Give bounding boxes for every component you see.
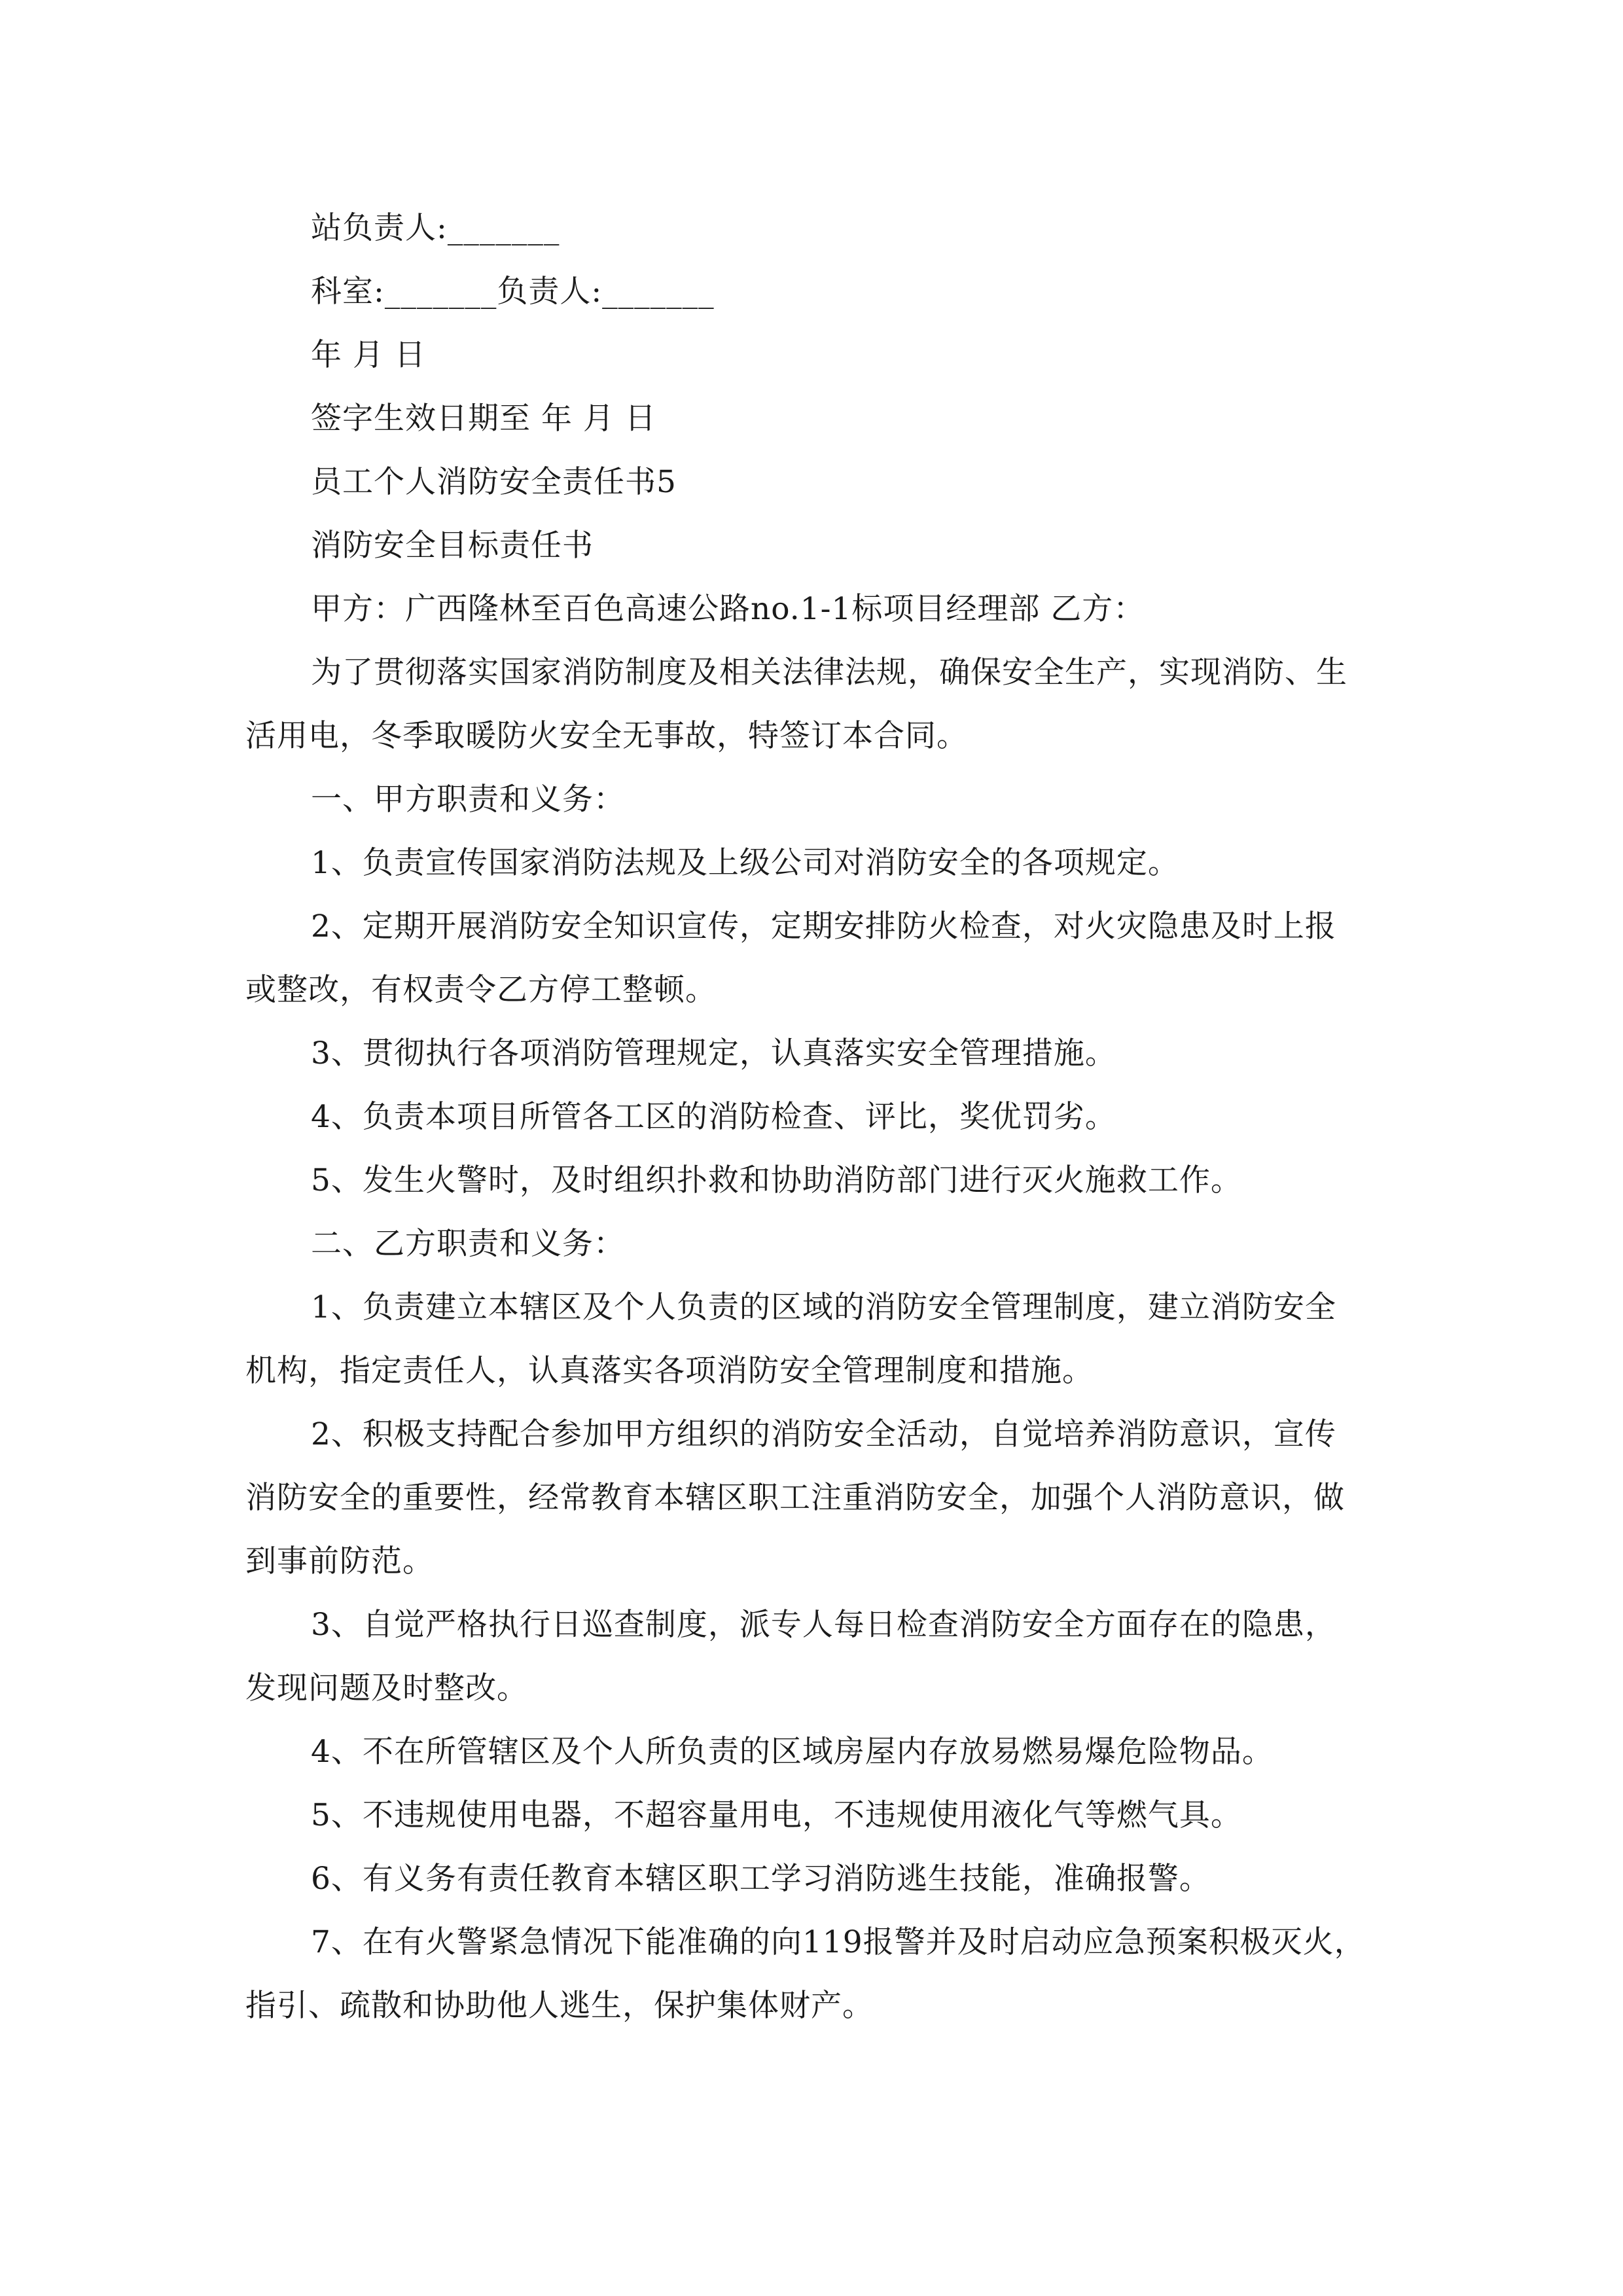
text-line: 消防安全的重要性，经常教育本辖区职工注重消防安全，加强个人消防意识，做 (245, 1480, 1345, 1516)
text-line: 机构，指定责任人，认真落实各项消防安全管理制度和措施。 (245, 1353, 1094, 1389)
text-line: 5、发生火警时，及时组织扑救和协助消防部门进行灭火施救工作。 (311, 1162, 1242, 1198)
text-line: 活用电，冬季取暖防火安全无事故，特签订本合同。 (245, 718, 968, 754)
text-line: 一、甲方职责和义务： (311, 781, 625, 817)
text-line: 指引、疏散和协助他人逃生，保护集体财产。 (245, 1988, 874, 2024)
text-line: 消防安全目标责任书 (311, 528, 594, 564)
text-line: 员工个人消防安全责任书5 (311, 464, 677, 500)
text-line: 科室:_______负责人:_______ (311, 274, 715, 310)
text-line: 4、不在所管辖区及个人所负责的区域房屋内存放易燃易爆危险物品。 (311, 1734, 1274, 1770)
text-line: 2、定期开展消防安全知识宣传，定期安排防火检查，对火灾隐患及时上报 (311, 908, 1336, 944)
text-line: 年 月 日 (311, 337, 426, 373)
text-line: 二、乙方职责和义务： (311, 1226, 625, 1262)
text-line: 签字生效日期至 年 月 日 (311, 401, 656, 437)
text-line: 6、有义务有责任教育本辖区职工学习消防逃生技能，准确报警。 (311, 1861, 1211, 1897)
text-line: 3、自觉严格执行日巡查制度，派专人每日检查消防安全方面存在的隐患， (311, 1607, 1336, 1643)
text-line: 或整改，有权责令乙方停工整顿。 (245, 972, 717, 1008)
text-line: 4、负责本项目所管各工区的消防检查、评比，奖优罚劣。 (311, 1099, 1116, 1135)
text-line: 2、积极支持配合参加甲方组织的消防安全活动，自觉培养消防意识，宣传 (311, 1416, 1336, 1452)
document-body (245, 196, 1381, 2037)
text-line: 到事前防范。 (245, 1543, 434, 1579)
text-line: 甲方：广西隆林至百色高速公路no.1-1标项目经理部 乙方： (311, 591, 1145, 627)
text-line: 站负责人:_______ (311, 210, 560, 246)
text-line: 1、负责建立本辖区及个人负责的区域的消防安全管理制度，建立消防安全 (311, 1289, 1336, 1325)
text-line: 1、负责宣传国家消防法规及上级公司对消防安全的各项规定。 (311, 845, 1179, 881)
text-line: 发现问题及时整改。 (245, 1670, 528, 1706)
text-line: 3、贯彻执行各项消防管理规定，认真落实安全管理措施。 (311, 1035, 1116, 1071)
text-line: 为了贯彻落实国家消防制度及相关法律法规，确保安全生产，实现消防、生 (311, 655, 1347, 691)
text-line: 7、在有火警紧急情况下能准确的向119报警并及时启动应急预案积极灭火， (311, 1924, 1366, 1960)
text-line: 5、不违规使用电器，不超容量用电，不违规使用液化气等燃气具。 (311, 1797, 1242, 1833)
